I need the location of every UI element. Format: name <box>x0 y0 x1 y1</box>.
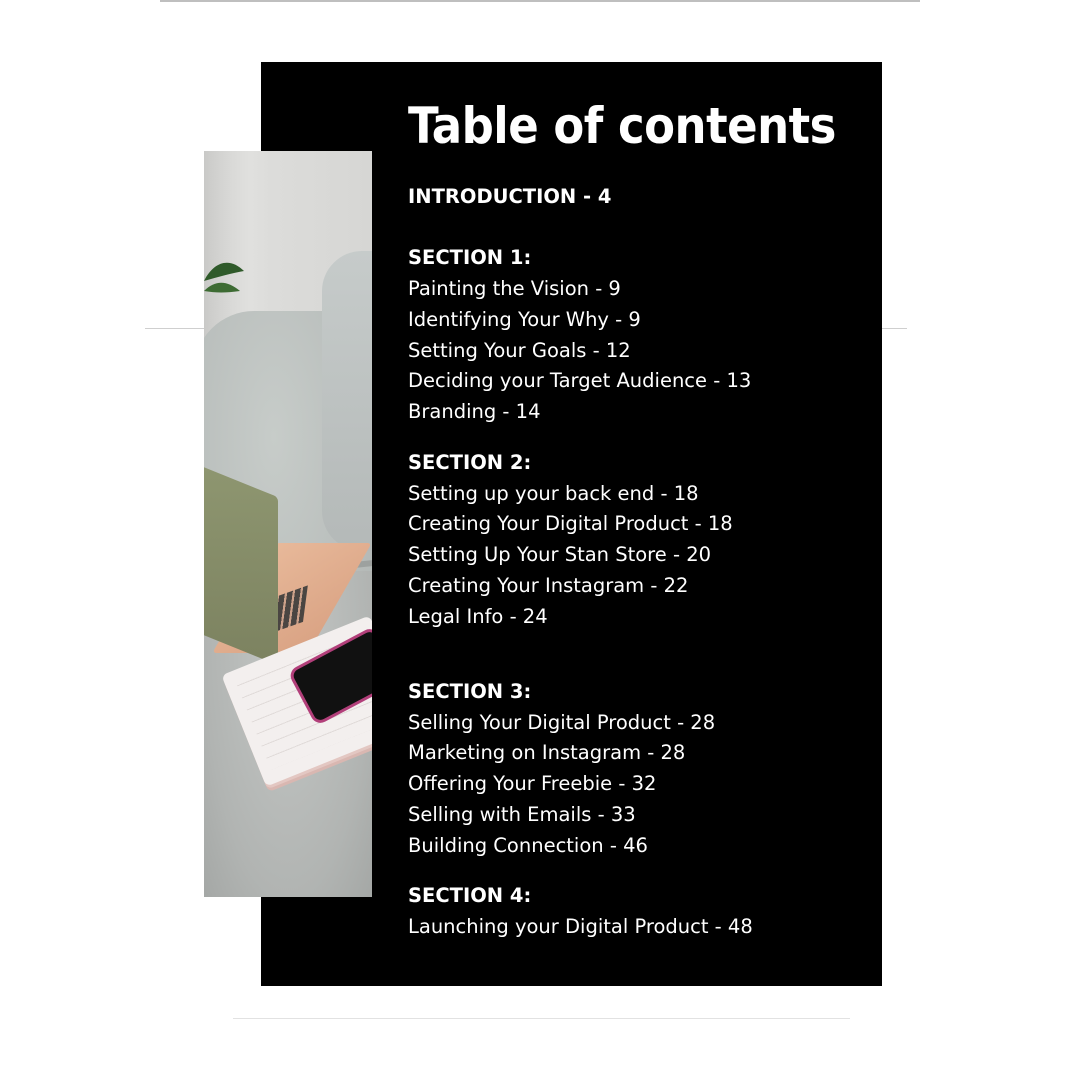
toc-entry: Launching your Digital Product - 48 <box>408 915 753 938</box>
laptop-lid <box>204 465 278 665</box>
toc-entry: Deciding your Target Audience - 13 <box>408 369 752 392</box>
toc-entry: Offering Your Freebie - 32 <box>408 772 657 795</box>
workspace-photo <box>204 151 372 897</box>
toc-entry: Selling with Emails - 33 <box>408 803 636 826</box>
bottom-divider <box>233 1018 850 1019</box>
toc-introduction: INTRODUCTION - 4 <box>408 185 612 208</box>
section-3-heading: SECTION 3: <box>408 680 532 703</box>
top-divider <box>160 0 920 2</box>
plant-leaves <box>204 251 248 299</box>
toc-entry: Setting up your back end - 18 <box>408 482 699 505</box>
toc-entry: Marketing on Instagram - 28 <box>408 741 686 764</box>
sofa-cushion <box>322 251 372 551</box>
toc-entry: Setting Your Goals - 12 <box>408 339 631 362</box>
toc-entry: Legal Info - 24 <box>408 605 548 628</box>
section-2-heading: SECTION 2: <box>408 451 532 474</box>
toc-entry: Building Connection - 46 <box>408 834 648 857</box>
toc-entry: Setting Up Your Stan Store - 20 <box>408 543 712 566</box>
section-1-heading: SECTION 1: <box>408 246 532 269</box>
toc-entry: Painting the Vision - 9 <box>408 277 621 300</box>
toc-entry: Creating Your Digital Product - 18 <box>408 512 733 535</box>
toc-entry: Identifying Your Why - 9 <box>408 308 641 331</box>
toc-entry: Selling Your Digital Product - 28 <box>408 711 716 734</box>
toc-entry: Creating Your Instagram - 22 <box>408 574 689 597</box>
toc-entry: Branding - 14 <box>408 400 541 423</box>
section-4-heading: SECTION 4: <box>408 884 532 907</box>
page-title: Table of contents <box>408 97 836 155</box>
